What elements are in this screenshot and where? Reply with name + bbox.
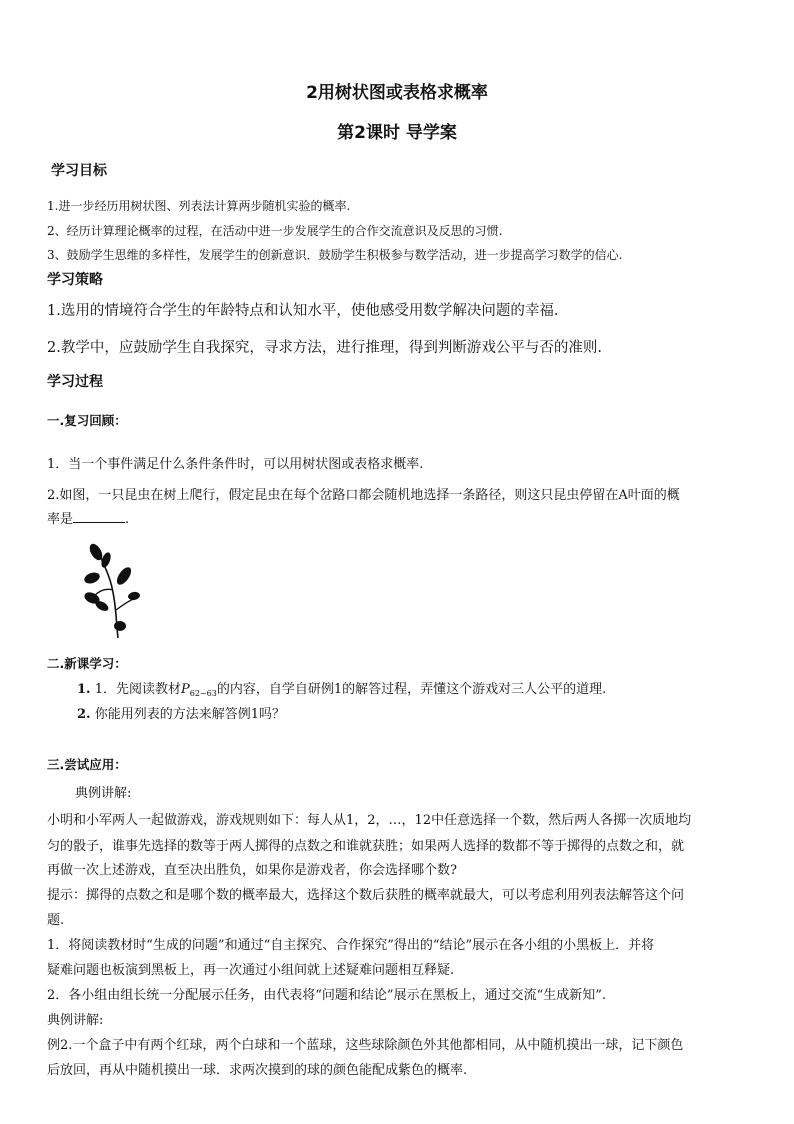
goal-item-2: 2、经历计算理论概率的过程，在活动中进一步发展学生的合作交流意识及反思的习惯.: [47, 224, 503, 238]
apply-heading: 三.尝试应用：: [47, 757, 127, 772]
apply-line-2: 匀的骰子，谁事先选择的数等于两人掷得的点数之和谁就获胜；如果两人选择的数都不等于掷得的点数之和，就: [47, 839, 685, 854]
goals-heading: 学习目标: [51, 163, 107, 179]
newlesson-item-1: [77, 678, 606, 698]
strategy-heading: 学习策略: [47, 272, 103, 288]
apply-line-8: 2．各小组由组长统一分配展示任务，由代表将“问题和结论”展示在黑板上，通过交流“生成新知”.: [47, 988, 606, 1003]
figure-label-a: A: [90, 544, 98, 555]
newlesson-item-2: [77, 703, 285, 722]
review-question-2-line2: [47, 508, 129, 527]
newlesson-item-1-prefix: 1．先阅读教材: [94, 682, 181, 697]
strategy-item-2: 2.教学中，应鼓励学生自我探究，寻求方法，进行推理，得到判断游戏公平与否的准则.: [47, 340, 602, 356]
newlesson-heading: 二.新课学习：: [47, 656, 127, 671]
goal-item-1: 1.进一步经历用树状图、列表法计算两步随机实验的概率.: [47, 199, 351, 213]
apply-line-3: 再做一次上述游戏，直至决出胜负，如果你是游戏者，你会选择哪个数?: [47, 863, 457, 878]
review-heading: 一.复习回顾：: [47, 413, 127, 428]
apply-line-5: 题.: [47, 913, 65, 928]
review-question-2-prefix: 率是: [47, 512, 74, 527]
apply-line-6: 1．将阅读教材时“生成的问题”和通过“自主探究、合作探究”得出的“结论”展示在各小组的小黑板上．并将: [47, 938, 655, 953]
document-title: 2用树状图或表格求概率: [306, 83, 488, 103]
textbook-page-var: P: [181, 682, 190, 697]
review-question-2-suffix: .: [125, 512, 130, 527]
example-label: 典例讲解:: [75, 786, 132, 801]
apply-line-4: 提示：掷得的点数之和是哪个数的概率最大，选择这个数后获胜的概率就最大，可以考虑利用列表法解答这个问: [47, 888, 685, 903]
apply-line-11: 后放回，再从中随机摸出一球．求两次摸到的球的颜色能配成紫色的概率.: [47, 1063, 468, 1078]
apply-line-7: 疑难问题也板演到黑板上，再一次通过小组间就上述疑难问题相互释疑.: [47, 963, 455, 978]
review-question-1: 1．当一个事件满足什么条件条件时，可以用树状图或表格求概率.: [47, 457, 424, 472]
plant-figure: [80, 540, 140, 640]
review-question-2-line1: 2.如图，一只昆虫在树上爬行，假定昆虫在每个岔路口都会随机地选择一条路径，则这只昆虫停留在A叶面的概: [47, 488, 680, 503]
newlesson-item-2-number: 2.: [77, 707, 91, 722]
goal-item-3: 3、鼓励学生思维的多样性，发展学生的创新意识．鼓励学生积极参与数学活动，进一步提高学习数学的信心.: [47, 248, 623, 262]
strategy-item-1: 1.选用的情境符合学生的年龄特点和认知水平，使他感受用数学解决问题的幸福.: [47, 303, 559, 319]
newlesson-item-2-text: 你能用列表的方法来解答例1吗？: [94, 707, 285, 722]
apply-line-10: 例2.一个盒子中有两个红球，两个白球和一个蓝球，这些球除颜色外其他都相同，从中随机摸出一球，记下颜色: [47, 1038, 684, 1053]
document-subtitle: 第2课时 导学案: [337, 123, 457, 143]
plant-icon: [80, 540, 140, 640]
newlesson-item-1-suffix: 的内容，自学自研例1的解答过程，弄懂这个游戏对三人公平的道理.: [216, 682, 607, 697]
apply-line-9: 典例讲解:: [47, 1013, 104, 1028]
newlesson-item-1-number: 1.: [77, 682, 91, 697]
process-heading: 学习过程: [47, 374, 103, 390]
answer-blank[interactable]: [73, 510, 125, 523]
apply-line-1: 小明和小军两人一起做游戏，游戏规则如下：每人从1，2，…，12中任意选择一个数，然后两人各掷一次质地均: [47, 813, 692, 828]
textbook-page-range: 62−63: [189, 689, 217, 698]
